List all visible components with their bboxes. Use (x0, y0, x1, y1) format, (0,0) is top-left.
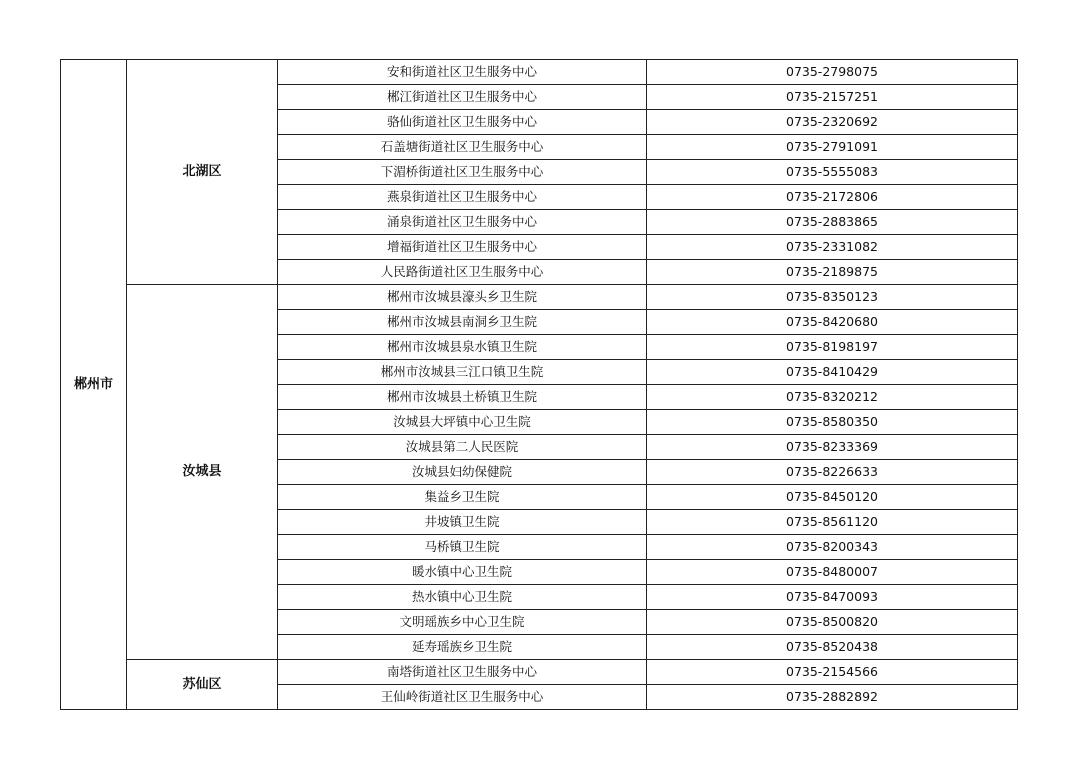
facility-name-cell: 郴州市汝城县南洞乡卫生院 (278, 310, 647, 335)
facility-name-cell: 郴州市汝城县泉水镇卫生院 (278, 335, 647, 360)
facility-name-cell: 下湄桥街道社区卫生服务中心 (278, 160, 647, 185)
table-row (61, 660, 1018, 685)
phone-cell: 0735-8520438 (647, 635, 1018, 660)
facility-name-cell: 郴州市汝城县三江口镇卫生院 (278, 360, 647, 385)
facility-name-cell: 汝城县大坪镇中心卫生院 (278, 410, 647, 435)
phone-cell: 0735-2154566 (647, 660, 1018, 685)
phone-cell: 0735-8450120 (647, 485, 1018, 510)
phone-cell: 0735-2189875 (647, 260, 1018, 285)
phone-cell: 0735-2320692 (647, 110, 1018, 135)
facility-name-cell: 郴州市汝城县濠头乡卫生院 (278, 285, 647, 310)
facility-name-cell: 马桥镇卫生院 (278, 535, 647, 560)
facility-name-cell: 延寿瑶族乡卫生院 (278, 635, 647, 660)
phone-cell: 0735-2882892 (647, 685, 1018, 710)
district-cell: 北湖区 (127, 60, 278, 285)
district-cell: 汝城县 (127, 285, 278, 660)
facility-name-cell: 文明瑶族乡中心卫生院 (278, 610, 647, 635)
facility-name-cell: 安和街道社区卫生服务中心 (278, 60, 647, 85)
phone-cell: 0735-8198197 (647, 335, 1018, 360)
table-row (61, 60, 1018, 85)
facility-name-cell: 汝城县妇幼保健院 (278, 460, 647, 485)
facility-name-cell: 集益乡卫生院 (278, 485, 647, 510)
phone-cell: 0735-2791091 (647, 135, 1018, 160)
facility-name-cell: 井坡镇卫生院 (278, 510, 647, 535)
district-cell: 苏仙区 (127, 660, 278, 710)
facility-name-cell: 燕泉街道社区卫生服务中心 (278, 185, 647, 210)
facility-name-cell: 增福街道社区卫生服务中心 (278, 235, 647, 260)
phone-cell: 0735-8420680 (647, 310, 1018, 335)
phone-cell: 0735-5555083 (647, 160, 1018, 185)
phone-cell: 0735-8580350 (647, 410, 1018, 435)
phone-cell: 0735-8480007 (647, 560, 1018, 585)
table-body (61, 60, 1018, 710)
facility-name-cell: 骆仙街道社区卫生服务中心 (278, 110, 647, 135)
phone-cell: 0735-8320212 (647, 385, 1018, 410)
facility-name-cell: 郴州市汝城县土桥镇卫生院 (278, 385, 647, 410)
phone-cell: 0735-8226633 (647, 460, 1018, 485)
facility-name-cell: 汝城县第二人民医院 (278, 435, 647, 460)
facility-name-cell: 热水镇中心卫生院 (278, 585, 647, 610)
phone-cell: 0735-8200343 (647, 535, 1018, 560)
facility-name-cell: 暖水镇中心卫生院 (278, 560, 647, 585)
phone-cell: 0735-8410429 (647, 360, 1018, 385)
health-center-table (60, 59, 1018, 710)
city-cell: 郴州市 (61, 60, 127, 710)
phone-cell: 0735-2798075 (647, 60, 1018, 85)
facility-name-cell: 石盖塘街道社区卫生服务中心 (278, 135, 647, 160)
phone-cell: 0735-8350123 (647, 285, 1018, 310)
phone-cell: 0735-2331082 (647, 235, 1018, 260)
phone-cell: 0735-2157251 (647, 85, 1018, 110)
phone-cell: 0735-2172806 (647, 185, 1018, 210)
facility-name-cell: 南塔街道社区卫生服务中心 (278, 660, 647, 685)
facility-name-cell: 人民路街道社区卫生服务中心 (278, 260, 647, 285)
phone-cell: 0735-8500820 (647, 610, 1018, 635)
facility-name-cell: 王仙岭街道社区卫生服务中心 (278, 685, 647, 710)
phone-cell: 0735-2883865 (647, 210, 1018, 235)
facility-name-cell: 郴江街道社区卫生服务中心 (278, 85, 647, 110)
phone-cell: 0735-8470093 (647, 585, 1018, 610)
phone-cell: 0735-8561120 (647, 510, 1018, 535)
table-row (61, 285, 1018, 310)
phone-cell: 0735-8233369 (647, 435, 1018, 460)
facility-name-cell: 涌泉街道社区卫生服务中心 (278, 210, 647, 235)
